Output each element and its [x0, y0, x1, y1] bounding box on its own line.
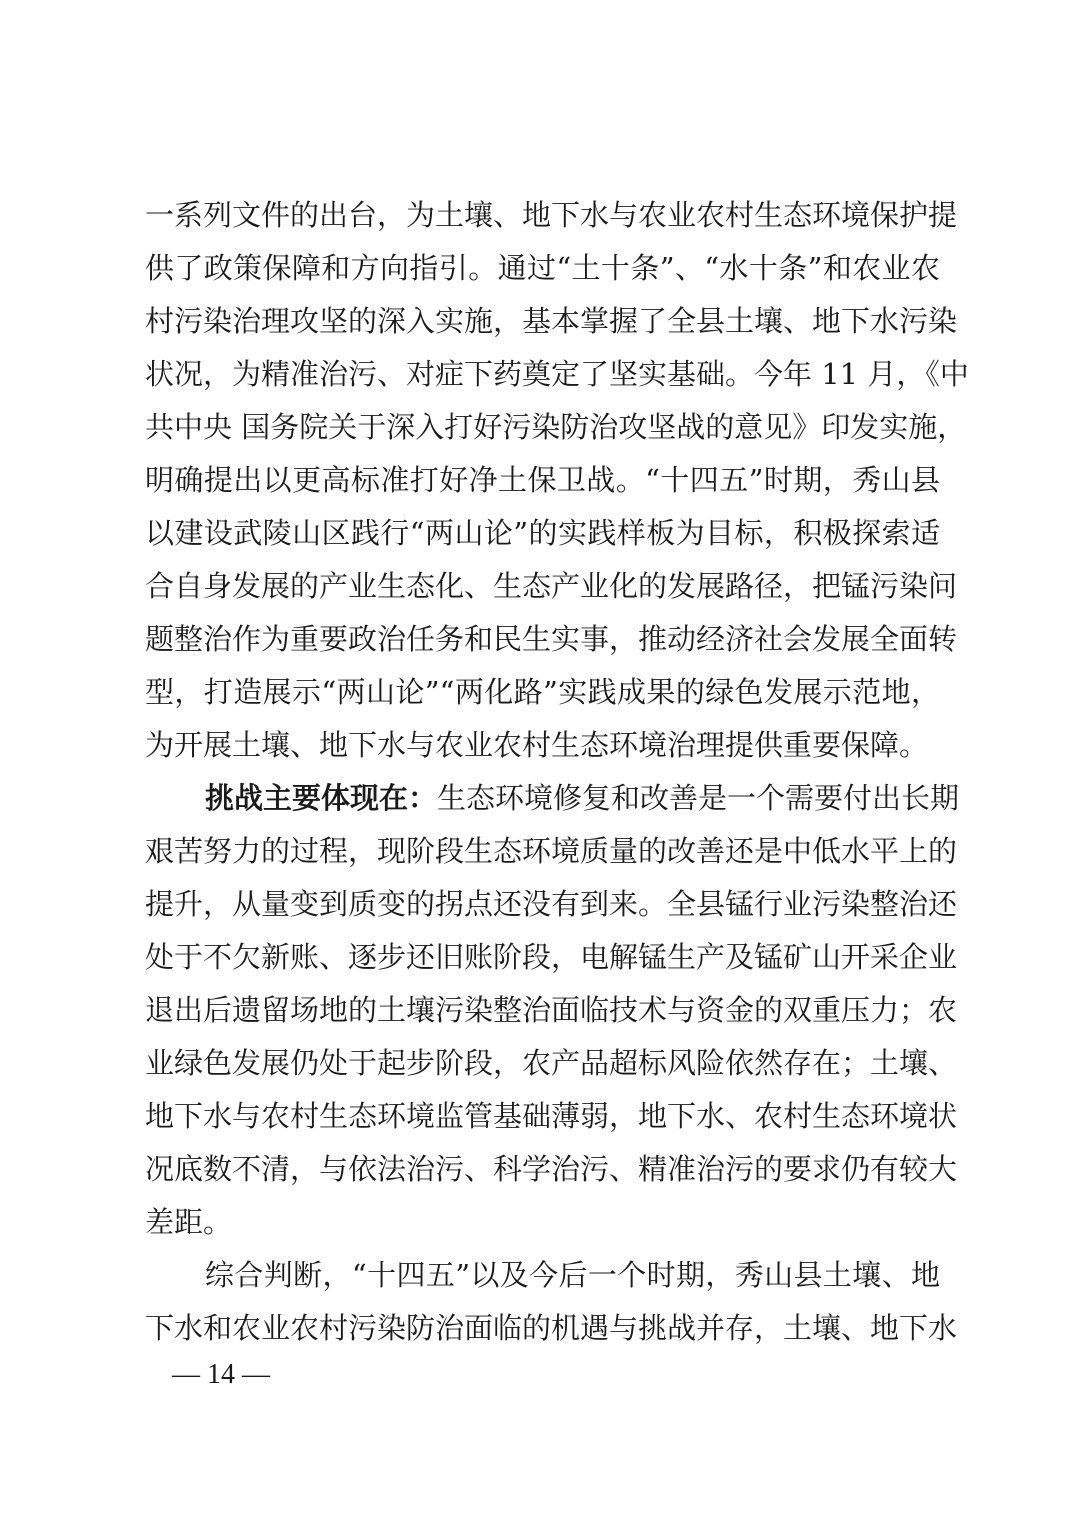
text-line: 差距。 [145, 1205, 233, 1239]
text-line: 村污染治理攻坚的深入实施，基本掌握了全县土壤、地下水污染 [145, 304, 958, 338]
text-line: 状况，为精准治污、对症下药奠定了坚实基础。今年 11 月，《中 [145, 357, 969, 391]
text-line: 型，打造展示“两山论”“两化路”实践成果的绿色发展示范地， [145, 675, 940, 709]
text-line: 下水和农业农村污染防治面临的机遇与挑战并存，土壤、地下水 [145, 1311, 958, 1345]
text-line: 处于不欠新账、逐步还旧账阶段，电解锰生产及锰矿山开采企业 [145, 940, 958, 974]
text-line: 题整治作为重要政治任务和民生实事，推动经济社会发展全面转 [145, 622, 958, 656]
text-line: 为开展土壤、地下水与农业农村生态环境治理提供重要保障。 [145, 728, 929, 762]
text-line: 以建设武陵山区践行“两山论”的实践样板为目标，积极探索适 [145, 516, 940, 550]
text-line: 合自身发展的产业生态化、生态产业化的发展路径，把锰污染问 [145, 569, 958, 603]
text-line: 业绿色发展仍处于起步阶段，农产品超标风险依然存在；土壤、 [145, 1046, 958, 1080]
text-line-first [205, 772, 960, 824]
text-line-first: 综合判断，“十四五”以及今后一个时期，秀山县土壤、地 [205, 1258, 940, 1292]
text-line: 供了政策保障和方向指引。通过“土十条”、“水十条”和农业农 [145, 251, 940, 285]
text-line: 明确提出以更高标准打好净土保卫战。“十四五”时期，秀山县 [145, 463, 940, 497]
text-line: 况底数不清，与依法治污、科学治污、精准治污的要求仍有较大 [145, 1152, 958, 1186]
page-number: — 14 — [172, 1359, 270, 1390]
text-span: 生态环境修复和改善是一个需要付出长期 [437, 781, 960, 815]
text-line: 艰苦努力的过程，现阶段生态环境质量的改善还是中低水平上的 [145, 834, 958, 868]
text-line: 一系列文件的出台，为土壤、地下水与农业农村生态环境保护提 [145, 198, 958, 232]
paragraph-lead-heading: 挑战主要体现在： [205, 781, 438, 815]
text-line: 提升，从量变到质变的拐点还没有到来。全县锰行业污染整治还 [145, 887, 958, 921]
text-line: 地下水与农村生态环境监管基础薄弱，地下水、农村生态环境状 [145, 1099, 958, 1133]
text-line: 共中央 国务院关于深入打好污染防治攻坚战的意见》印发实施， [145, 410, 967, 444]
text-line: 退出后遗留场地的土壤污染整治面临技术与资金的双重压力；农 [145, 993, 958, 1027]
